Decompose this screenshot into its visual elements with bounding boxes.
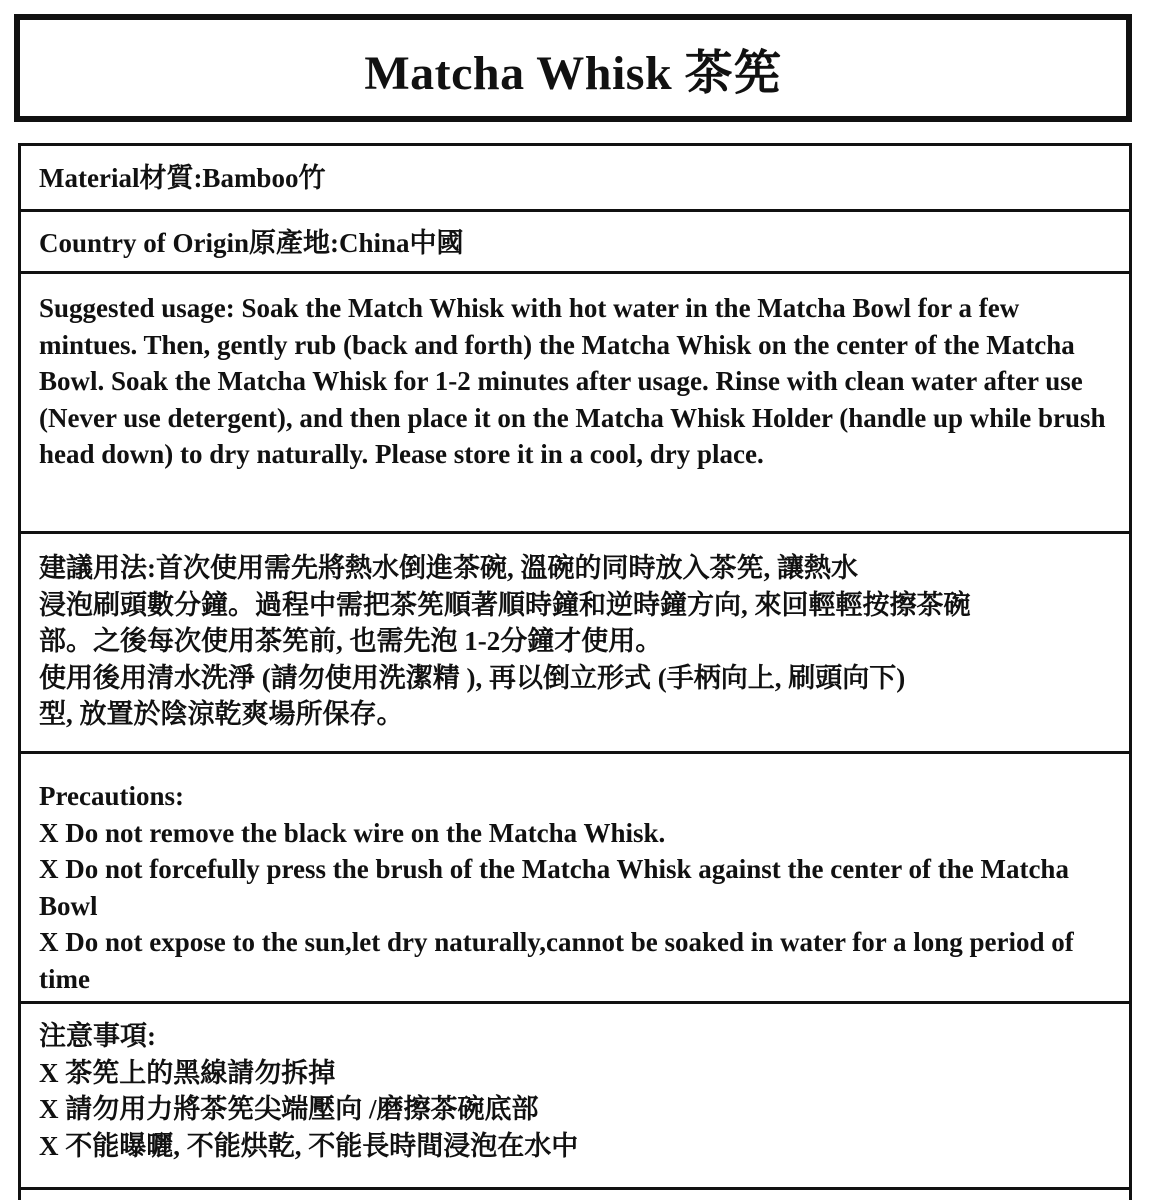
- usage-zh-row: [21, 534, 1129, 754]
- precaution-en-item: X Do not expose to the sun,let dry naturally,cannot be soaked in water for a long period of time: [39, 927, 1074, 994]
- usage-zh-line: 使用後用清水洗淨 (請勿使用洗潔精 ), 再以倒立形式 (手柄向上, 刷頭向下): [39, 662, 906, 693]
- info-table: [18, 143, 1132, 1200]
- material-text: Material材質:Bamboo竹: [39, 163, 326, 193]
- usage-zh-line: 型, 放置於陰涼乾爽場所保存。: [39, 699, 404, 729]
- usage-zh-line: 浸泡刷頭數分鐘。過程中需把茶筅順著順時鐘和逆時鐘方向, 來回輕輕按擦茶碗: [39, 589, 971, 620]
- usage-zh-line: 建議用法:首次使用需先將熱水倒進茶碗, 溫碗的同時放入茶筅, 讓熱水: [39, 553, 858, 583]
- precautions-zh-row: [21, 1004, 1129, 1190]
- usage-en-text: Suggested usage: Soak the Match Whisk with hot water in the Matcha Bowl for a few mintues. Then, gently rub (back and forth) the Matcha Whisk on the center of the Matcha Bowl. Soak the Matcha Whisk for 1-2 minutes after usage. Rinse with clean water after use (Never use detergent), and then place it on the Matcha Whisk Holder (handle up while brush head down) to dry naturally. Please store it in a cool, dry place.: [39, 293, 1106, 469]
- precaution-zh-item: X 不能曝曬, 不能烘乾, 不能長時間浸泡在水中: [39, 1130, 579, 1161]
- precaution-en-item: X Do not forcefully press the brush of the Matcha Whisk against the center of the Matcha Bowl: [39, 854, 1069, 921]
- precaution-zh-item: X 茶筅上的黑線請勿拆掉: [39, 1057, 336, 1088]
- title-box: [14, 14, 1132, 122]
- page-title: Matcha Whisk 茶筅: [364, 46, 782, 100]
- precautions-en-heading: Precautions:: [39, 781, 184, 811]
- usage-zh-line: 部。之後每次使用茶筅前, 也需先泡 1-2分鐘才使用。: [39, 626, 663, 656]
- material-row: [21, 146, 1129, 212]
- usage-en-row: [21, 274, 1129, 534]
- precaution-en-item: X Do not remove the black wire on the Matcha Whisk.: [39, 817, 666, 848]
- precautions-zh-heading: 注意事項:: [39, 1021, 156, 1051]
- precautions-en-row: [21, 754, 1129, 1004]
- origin-row: [21, 212, 1129, 274]
- precaution-zh-item: X 請勿用力將茶筅尖端壓向 /磨擦茶碗底部: [39, 1094, 539, 1124]
- origin-text: Country of Origin原產地:China中國: [39, 228, 464, 258]
- cut-off-row: [21, 1190, 1129, 1200]
